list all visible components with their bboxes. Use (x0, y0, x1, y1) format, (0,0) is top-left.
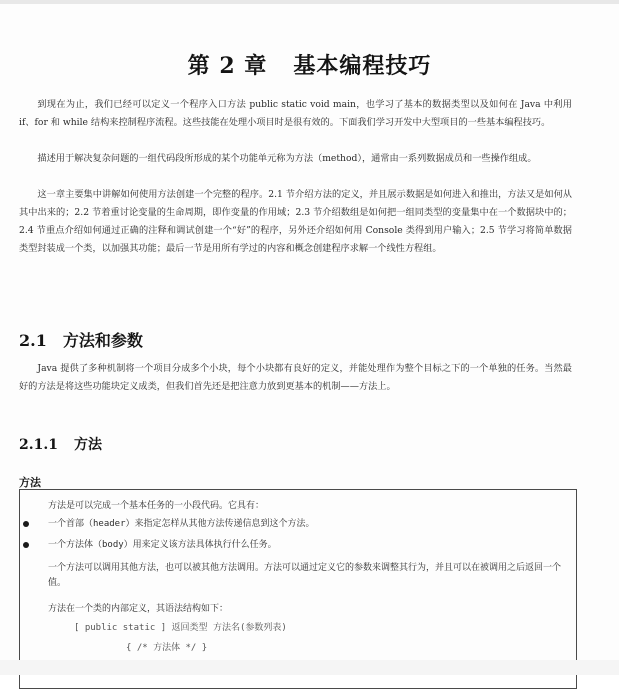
definition-line: 方法是可以完成一个基本任务的一小段代码。它具有： (48, 501, 265, 511)
section-paragraph: Java 提供了多种机制将一个项目分成多个小块，每个小块都有良好的定义，并能处理作为整个目标之下的一个单独的任务。当然最好的方法是将这些功能块定义成类，但我们首先还是把注意力放到更基本的机制——方法上。 (19, 363, 572, 392)
section-title: 方法和参数 (62, 331, 143, 350)
definition-box (19, 489, 577, 689)
bullet-icon (23, 542, 29, 548)
syntax-line: [ public static ] 返回类型 方法名(参数列表) (74, 623, 287, 633)
bullet-icon (23, 521, 29, 527)
definition-line: 一个首部（header）来指定怎样从其他方法传递信息到这个方法。 (48, 519, 315, 529)
chapter-number: 第 2 章 (187, 52, 268, 79)
chapter-name: 基本编程技巧 (293, 52, 432, 79)
subsection-number: 2.1.1 (19, 437, 58, 453)
intro-paragraph-1: 到现在为止，我们已经可以定义一个程序入口方法 public static void main，也学习了基本的数据类型以及如何在 Java 中利用 if、for 和 while 结构来控制程序流程。这些技能在处理小项目时是很有效的。下面我们学习开发中大型项目的一些基本编程技巧。 (19, 99, 572, 128)
definition-line: 方法在一个类的内部定义，其语法结构如下： (48, 604, 229, 614)
intro-paragraph-3: 这一章主要集中讲解如何使用方法创建一个完整的程序。2.1 节介绍方法的定义，并且展示数据是如何进入和推出，方法又是如何从其中出来的；2.2 节着重讨论变量的生命周期，即作变量的作用域；2.3 节介绍数组是如何把一组同类型的变量集中在一个数据块中的；2.4 节重点介绍如何通过正确的注释和调试创建一个“好”的程序，另外还介绍如何用 Console 类得到用户输入；2.5 节学习将简单数据类型封装成一个类，以加强其功能；最后一节是用所有学过的内容和概念创建程序求解一个线性方程组。 (19, 189, 572, 254)
section-number: 2.1 (19, 331, 47, 350)
chapter-title (0, 49, 619, 80)
subsection-title: 方法 (73, 437, 102, 453)
section-heading (19, 328, 143, 351)
intro-paragraph-2: 描述用于解决复杂问题的一组代码段所形成的某个功能单元称为方法（method），通常由一系列数据成员和一些操作组成。 (37, 153, 537, 164)
definition-box-label: 方法 (19, 476, 41, 489)
syntax-line: { /* 方法体 */ } (126, 643, 208, 653)
definition-line: 一个方法可以调用其他方法，也可以被其他方法调用。方法可以通过定义它的参数来调整其行为，并且可以在被调用之后返回一个值。 (48, 563, 562, 588)
subsection-heading (19, 434, 102, 454)
page-bottom-edge (0, 660, 619, 675)
definition-line: 一个方法体（body）用来定义该方法具体执行什么任务。 (48, 540, 277, 550)
page-top-edge (0, 0, 619, 4)
